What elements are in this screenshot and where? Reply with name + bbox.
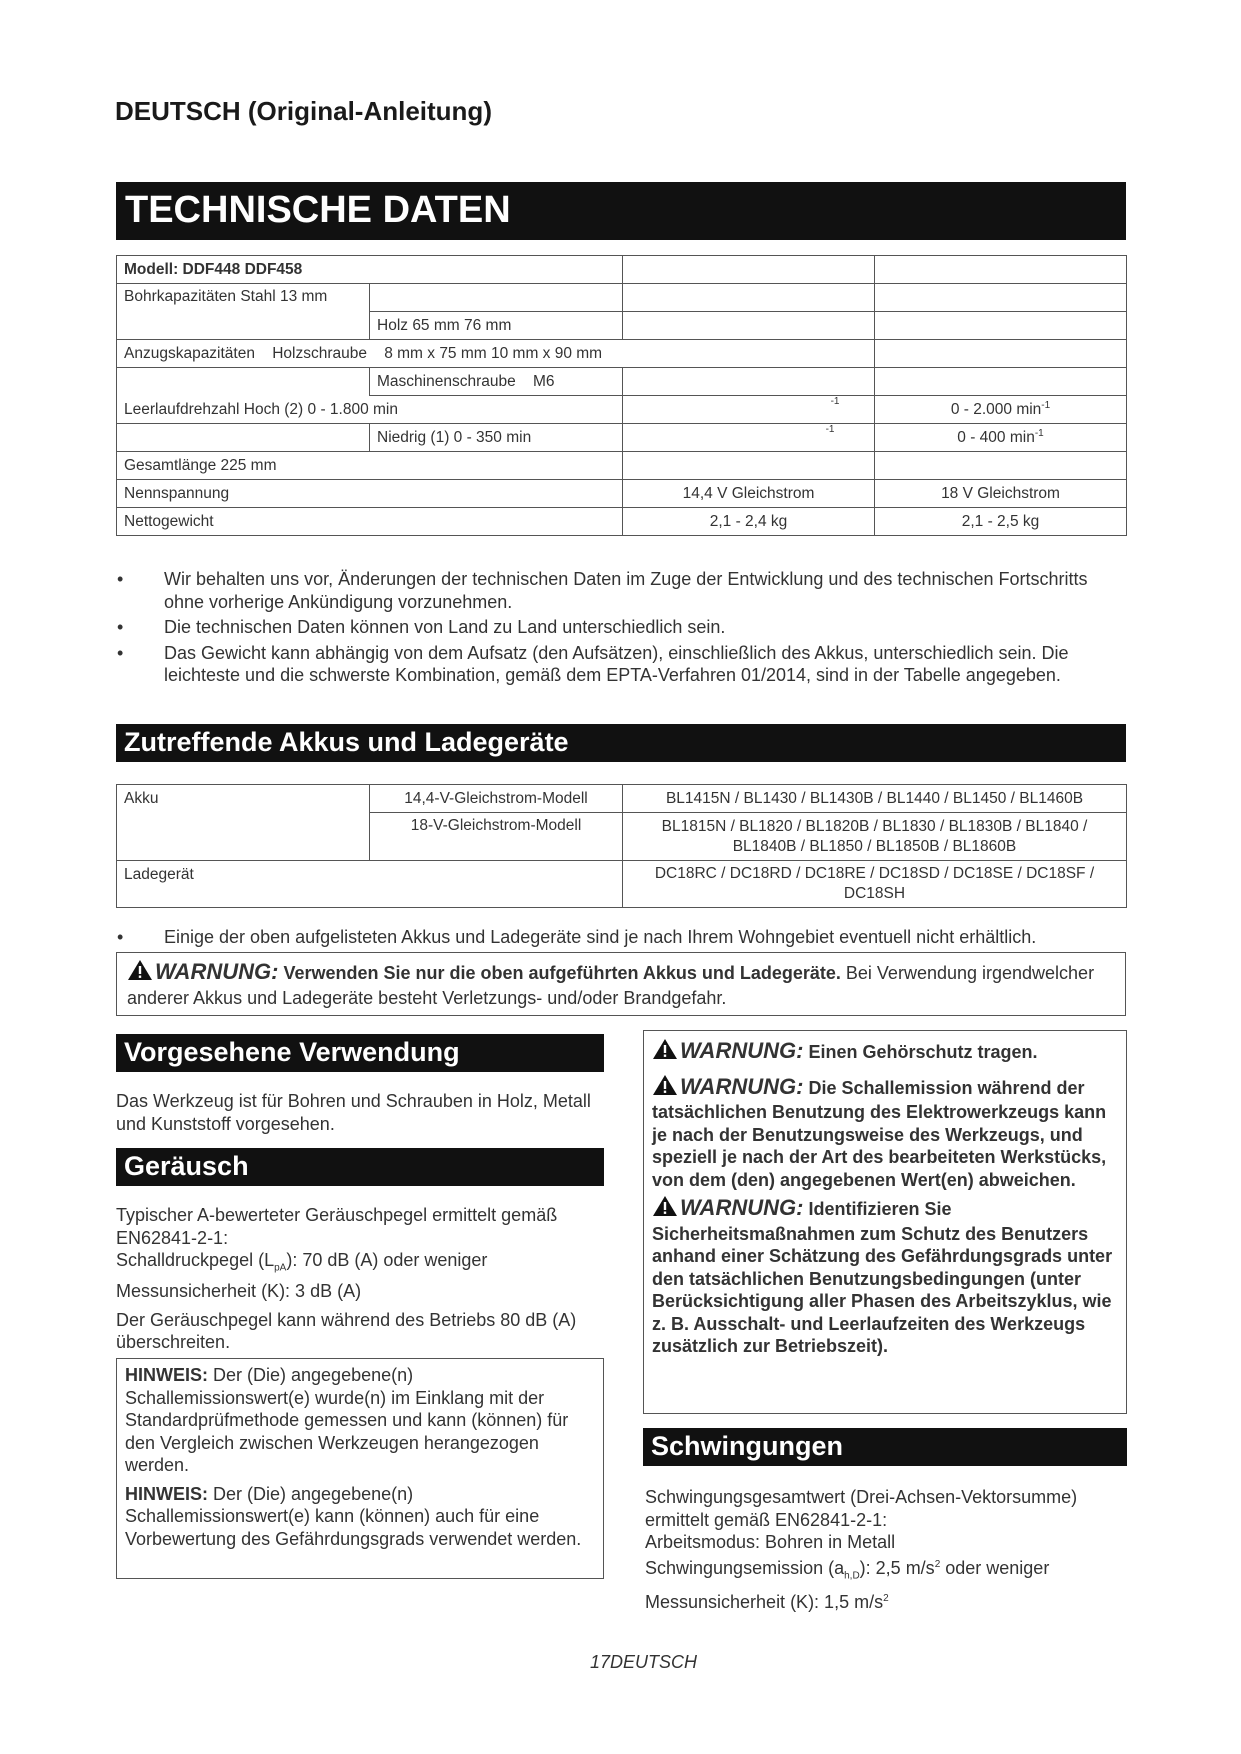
spec-maschinenschraube: Maschinenschraube M6 [370, 368, 623, 396]
spec-nettogewicht-v2: 2,1 - 2,5 kg [875, 508, 1127, 536]
spec-leerlauf-niedrig-v3-sup: -1 [1034, 427, 1044, 439]
specs-table [116, 255, 1127, 536]
spec-gesamtlaenge: Gesamtlänge 225 mm [117, 452, 623, 480]
list-item: • Einige der oben aufgelisteten Akkus und Ladegeräte sind je nach Ihrem Wohngebiet eventuell nicht erhältlich. [117, 926, 1132, 949]
spec-leerlauf-niedrig: Niedrig (1) 0 - 350 min [370, 424, 623, 452]
akkus-144: BL1415N / BL1430 / BL1430B / BL1440 / BL1450 / BL1460B [623, 785, 1127, 813]
vibration-line3: Schwingungsemission $(a_{h,D})$: 2,5 $m/s^2$ oder weniger [645, 1557, 1050, 1582]
list-item: • Das Gewicht kann abhängig von dem Aufsatz (den Aufsätzen), einschließlich des Akkus, unterschiedlich sein. Die leichteste und die schwerste Kombination, gemäß dem EPTA-Verfahren 01/2014, sind in der Tabelle angegeben. [117, 642, 1127, 687]
spec-nennspannung: Nennspannung [117, 480, 623, 508]
table-row [117, 508, 1127, 536]
lader-list: DC18RC / DC18RD / DC18RE / DC18SD / DC18SE / DC18SF / DC18SH [623, 861, 1127, 908]
warning-triangle-icon [652, 1038, 678, 1066]
vibration-block [645, 1486, 1135, 1613]
table-row [117, 424, 1127, 452]
spec-leerlauf-niedrig-v3: 0 - 400 min [957, 429, 1035, 447]
spec-notes [117, 568, 1127, 690]
vibration-line2: Arbeitsmodus: Bohren in Metall [645, 1532, 896, 1552]
table-row [117, 368, 1127, 396]
table-row [117, 340, 1127, 368]
specs-section-title: TECHNISCHE DATEN [116, 182, 1126, 240]
warning-bold: Verwenden Sie nur die oben aufgeführten Akkus und Ladegeräte. [283, 963, 841, 983]
spec-nettogewicht: Nettogewicht [117, 508, 623, 536]
noise-warnings [643, 1030, 1127, 1414]
noise-line4: Der Geräuschpegel kann während des Betriebs 80 dB (A) überschreiten. [116, 1309, 577, 1353]
list-item: • Wir behalten uns vor, Änderungen der technischen Daten im Zuge der Entwicklung und des technischen Fortschritts ohne vorherige Ankündigung vorzunehmen. [117, 568, 1127, 613]
warning-triangle-icon [127, 959, 153, 987]
hint-2: HINWEIS: Der (Die) angegebene(n) Schallemissionswert(e) kann (können) auch für eine Vorbewertung des Gefährdungsgrads verwendet werden. [125, 1483, 582, 1549]
noise-hints [116, 1358, 604, 1579]
table-row [117, 452, 1127, 480]
spec-nennspannung-v2: 18 V Gleichstrom [875, 480, 1127, 508]
warning-3: WARNUNG: Identifizieren Sie Sicherheitsmaßnahmen zum Schutz des Benutzers anhand einer Schätzung des Gefährdungsgrads unter den tatsächlichen Benutzungsbedingungen (unter Berücksichtigung aller Phasen des Arbeitszyklus, wie z. B. Ausschalt- und Leerlaufzeiten des Werkzeugs zusätzlich zur Betriebszeit). [652, 1195, 1113, 1356]
spec-bohr-holz: Holz 65 mm 76 mm [370, 312, 623, 340]
warning-1: WARNUNG: Einen Gehörschutz tragen. [652, 1038, 1118, 1066]
table-row [117, 256, 1127, 284]
spec-leerlauf-hoch-v3: 0 - 2.000 min [950, 401, 1042, 419]
batteries-warning [116, 952, 1126, 1016]
list-item: • Die technischen Daten können von Land zu Land unterschiedlich sein. [117, 616, 1127, 639]
noise-block [116, 1204, 606, 1354]
spec-leerlauf-hoch-v3-sup: -1 [1041, 399, 1051, 411]
batteries-section-title: Zutreffende Akkus und Ladegeräte [116, 724, 1126, 762]
spec-leerlauf-hoch-sup: -1 [830, 396, 840, 407]
spec-leerlauf-hoch: Leerlaufdrehzahl Hoch (2) 0 - 1.800 min [124, 400, 398, 418]
noise-line1: Typischer A-bewerteter Geräuschpegel ermittelt gemäß EN62841-2-1: [116, 1205, 558, 1248]
batteries-table [116, 784, 1127, 908]
warning-triangle-icon [652, 1074, 678, 1102]
table-row [117, 785, 1127, 813]
spec-nennspannung-v1: 14,4 V Gleichstrom [623, 480, 875, 508]
warning-keyword: WARNUNG: [155, 959, 279, 984]
vibration-line1: Schwingungsgesamtwert (Drei-Achsen-Vektorsumme) ermittelt gemäß EN62841-2-1: [645, 1487, 1078, 1530]
intended-use-title: Vorgesehene Verwendung [116, 1034, 604, 1072]
spec-bohr-stahl: Bohrkapazitäten Stahl 13 mm [117, 284, 370, 340]
akkus-18: BL1815N / BL1820 / BL1820B / BL1830 / BL1830B / BL1840 / BL1840B / BL1850 / BL1850B / BL1860B [623, 813, 1127, 861]
page-number: 17DEUTSCH [590, 1652, 698, 1672]
hint-1: HINWEIS: Der (Die) angegebene(n) Schallemissionswert(e) wurde(n) im Einklang mit der Standardprüfmethode gemessen und kann (können) für den Vergleich zwischen Werkzeugen herangezogen werden. [125, 1365, 569, 1475]
vibration-line4: Messunsicherheit (K): 1,5 $m/s^2$ [645, 1591, 889, 1612]
akku-label: Akku [117, 785, 370, 861]
table-row [117, 861, 1127, 908]
noise-title: Geräusch [116, 1148, 604, 1186]
spec-nettogewicht-v1: 2,1 - 2,4 kg [623, 508, 875, 536]
warning-text: Bei Verwendung irgendwelcher anderer Akkus und Ladegeräte besteht Verletzungs- und/oder Brandgefahr. [127, 963, 1095, 1008]
lader-label: Ladegerät [117, 861, 623, 908]
intended-use-text: Das Werkzeug ist für Bohren und Schrauben in Holz, Metall und Kunststoff vorgesehen. [116, 1091, 591, 1134]
model-18: 18-V-Gleichstrom-Modell [370, 813, 623, 861]
table-row [117, 396, 1127, 424]
warning-2: WARNUNG: Die Schallemission während der tatsächlichen Benutzung des Elektrowerkzeugs kann je nach der Benutzungsweise des Werkzeugs, und speziell je nach der Art des bearbeiteten Werkstücks, von dem (den) angegebenen Wert(en) abweichen. [652, 1073, 1107, 1190]
vibration-title: Schwingungen [643, 1428, 1127, 1466]
table-row [117, 480, 1127, 508]
noise-line3: Messunsicherheit (K): 3 dB (A) [116, 1281, 362, 1302]
table-row [117, 284, 1127, 312]
spec-model: Modell: DDF448 DDF458 [117, 256, 623, 284]
spec-leerlauf-niedrig-sup: -1 [825, 424, 835, 435]
batteries-note [117, 926, 1132, 952]
language-title: DEUTSCH (Original-Anleitung) [115, 96, 492, 126]
spec-anzug: Anzugskapazitäten Holzschraube 8 mm x 75 mm 10 mm x 90 mm [117, 340, 875, 368]
noise-line2: Schalldruckpegel $(L_{pA})$: 70 dB (A) oder weniger [116, 1250, 488, 1274]
warning-triangle-icon [652, 1195, 678, 1223]
model-144: 14,4-V-Gleichstrom-Modell [370, 785, 623, 813]
